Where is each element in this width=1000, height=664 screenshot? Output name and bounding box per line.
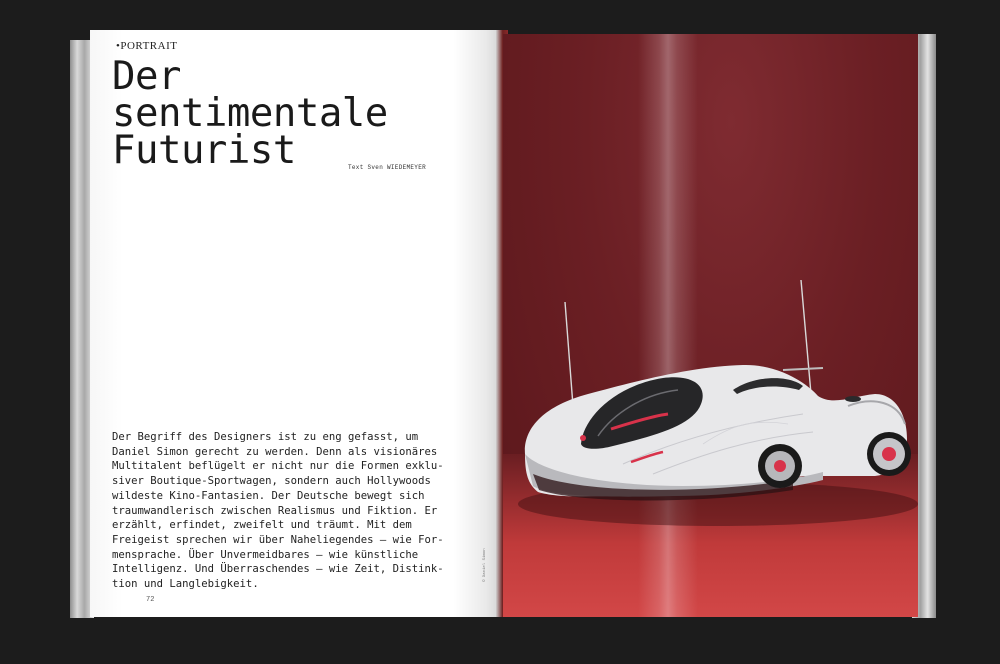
body-line: erzählt, erfindet, zweifelt und träumt. Mit dem [112, 519, 412, 532]
title-line: sentimentale [112, 91, 388, 136]
right-page [503, 34, 918, 617]
body-line: Multitalent beflügelt er nicht nur die Formen exklu- [112, 460, 444, 473]
intro-paragraph [112, 430, 492, 592]
title-line: Der [112, 54, 181, 99]
body-line: traumwandlerisch zwischen Realismus und Fiktion. Er [112, 504, 438, 517]
body-line: tion und Langlebigkeit. [112, 578, 259, 591]
body-line: Der Begriff des Designers ist zu eng gefasst, um [112, 431, 419, 443]
body-line: Daniel Simon gerecht zu werden. Denn als visionäres [112, 445, 438, 458]
body-line: Freigeist sprechen wir über Naheliegendes — wie For- [112, 533, 444, 546]
page-number: 72 [146, 596, 155, 604]
title-line: Futurist [112, 128, 296, 173]
left-page [90, 30, 503, 617]
concept-car-photo-icon [503, 34, 918, 617]
body-line: siver Boutique-Sportwagen, sondern auch Hollywoods [112, 475, 431, 488]
body-line: mensprache. Über Unvermeidbares — wie künstliche [112, 548, 419, 561]
author-credit: Text Sven WIEDEMEYER [348, 164, 427, 171]
body-line: wildeste Kino-Fantasien. Der Deutsche bewegt sich [112, 489, 425, 502]
body-line: Intelligenz. Und Überraschendes — wie Zeit, Distink- [112, 563, 444, 576]
photo-credit: © Daniel Simon [483, 548, 487, 582]
section-label: •PORTRAIT [116, 40, 178, 52]
